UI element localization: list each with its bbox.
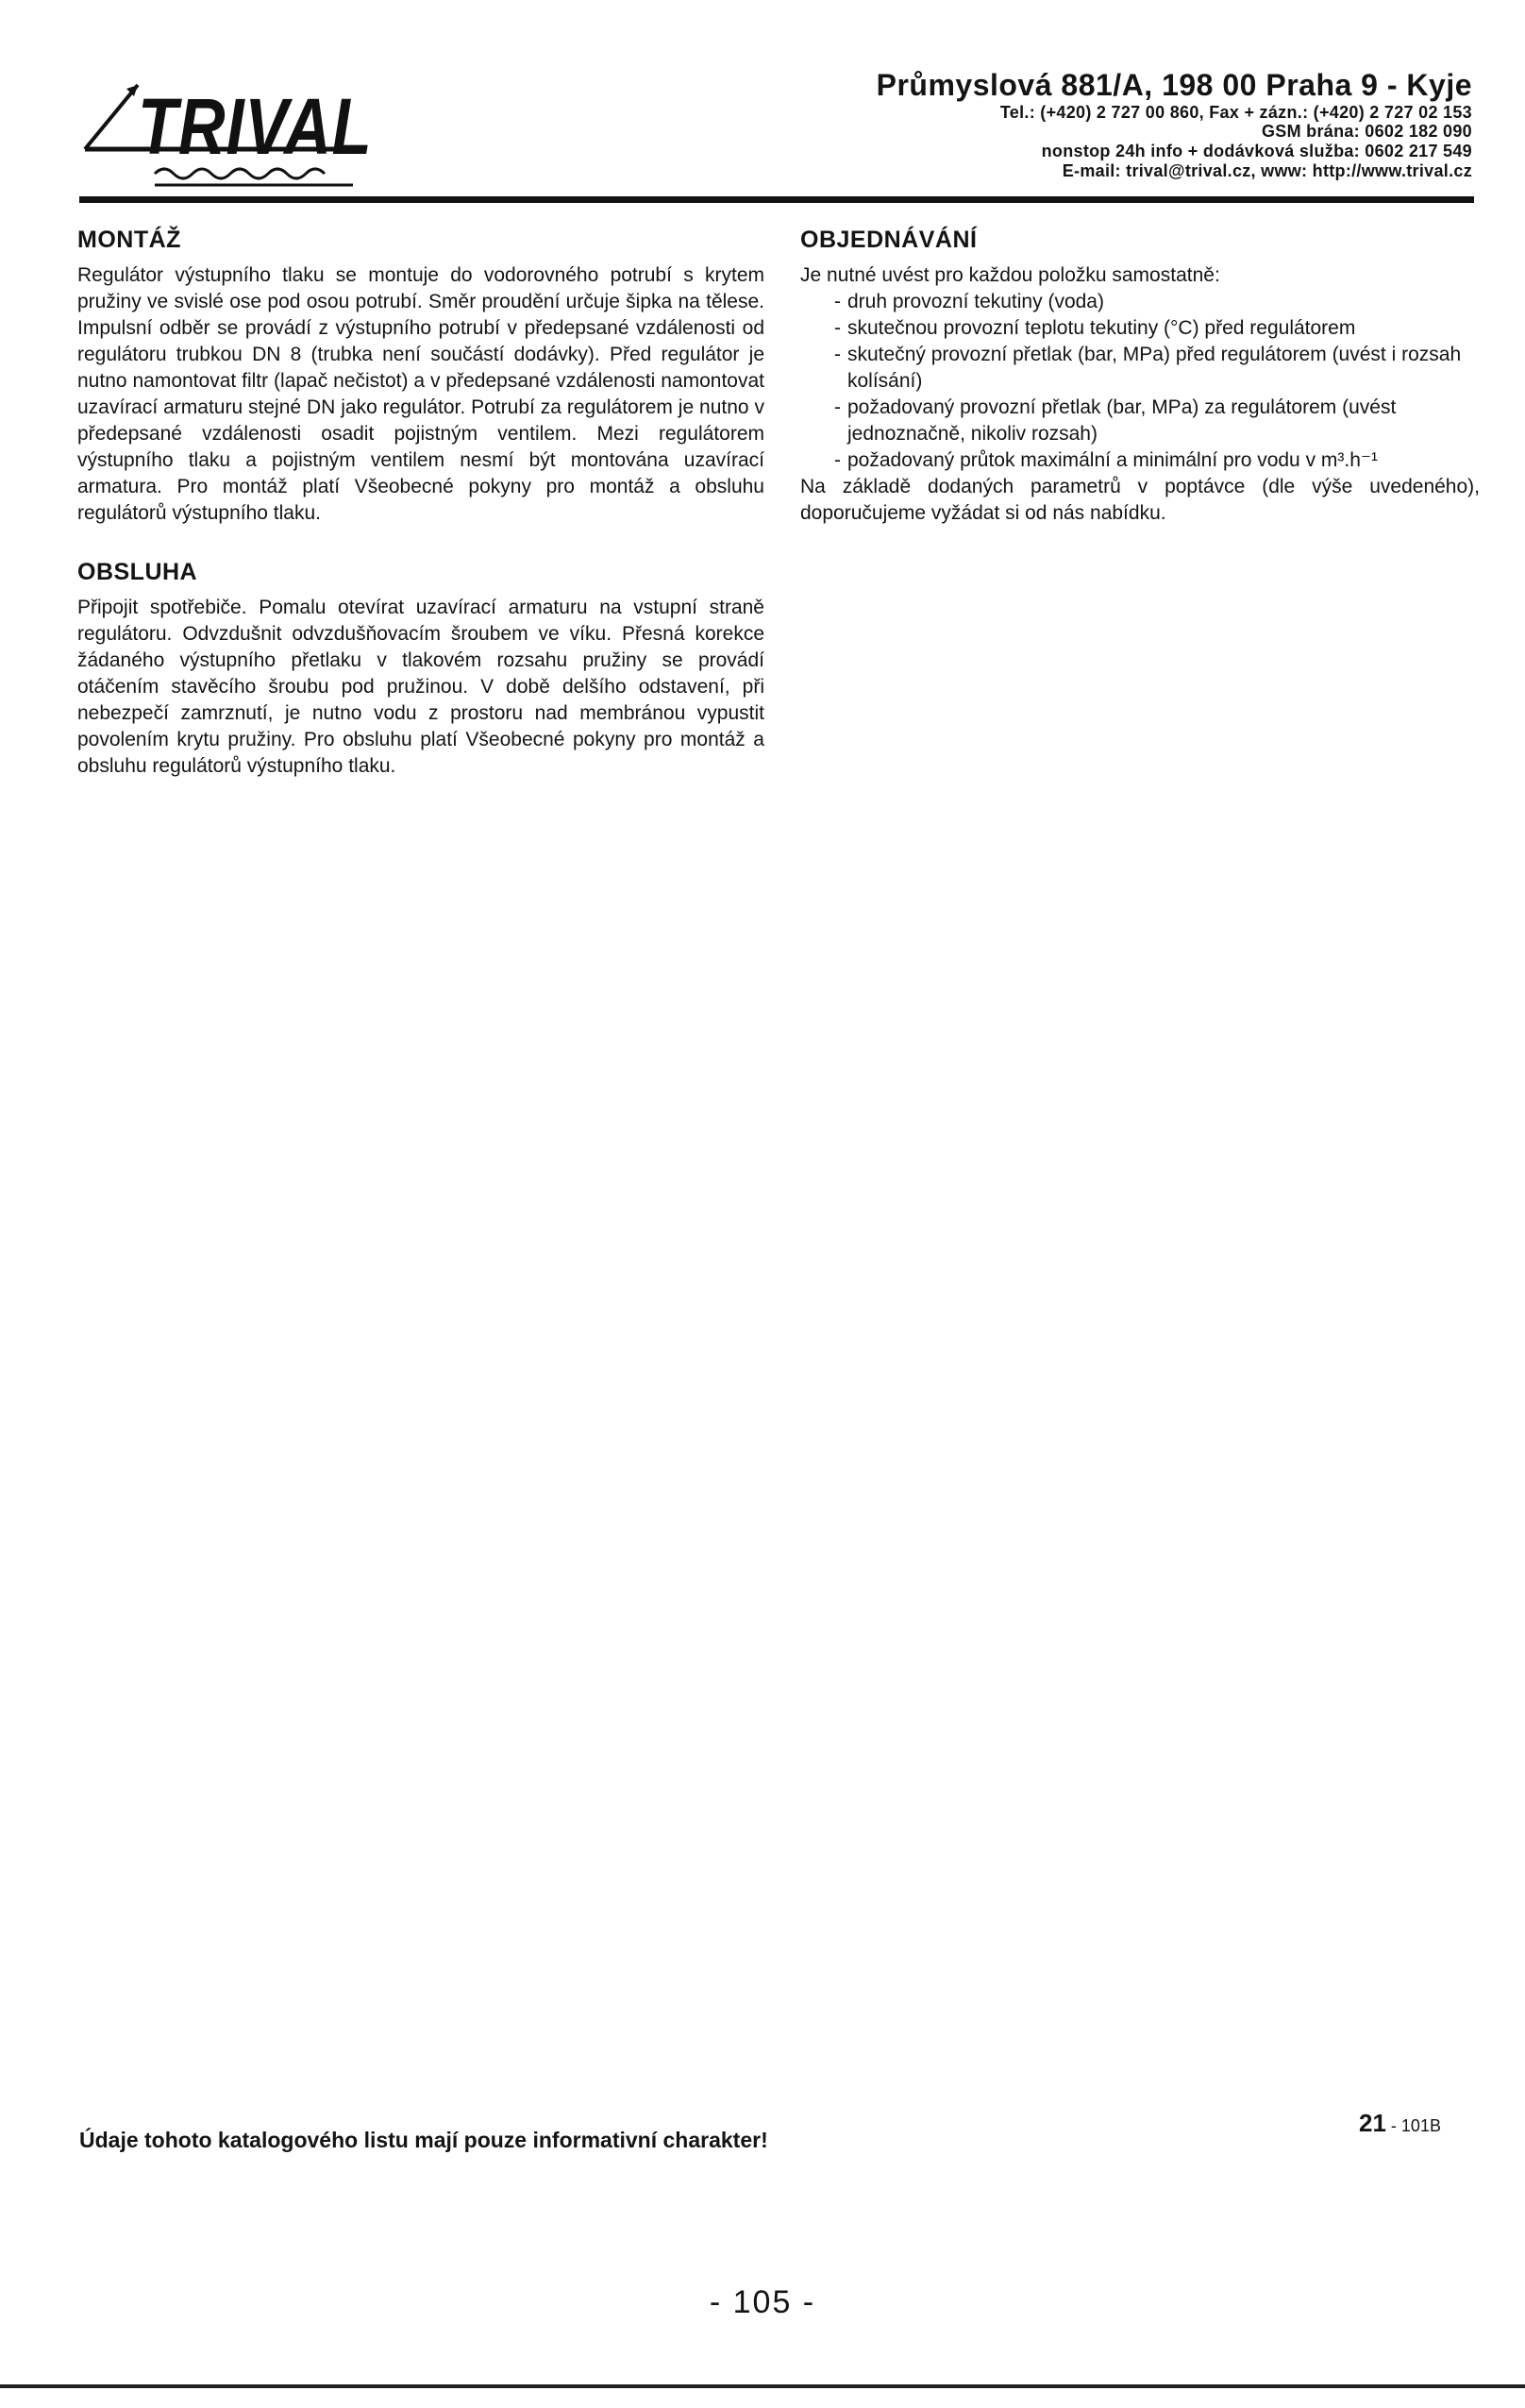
- catalog-main-number: 21: [1359, 2109, 1386, 2137]
- section-spacer: [77, 527, 764, 559]
- catalog-code: [1359, 2109, 1441, 2138]
- right-column: [800, 227, 1480, 527]
- street-address: Průmyslová 881/A, 198 00 Praha 9 - Kyje: [876, 68, 1472, 102]
- logo-text: TRIVAL: [138, 82, 373, 171]
- footer-divider: [0, 2384, 1525, 2388]
- left-column: [77, 227, 764, 780]
- section-obsluha: [77, 559, 764, 780]
- order-requirements-list: [800, 289, 1480, 474]
- list-item: - druh provozní tekutiny (voda): [834, 289, 1480, 315]
- section-montaz: [77, 227, 764, 527]
- disclaimer-note: Údaje tohoto katalogového listu mají pouze informativní charakter!: [79, 2128, 768, 2152]
- objednavani-intro: Je nutné uvést pro každou položku samostatně:: [800, 264, 1220, 286]
- list-item: - požadovaný provozní přetlak (bar, MPa) za regulátorem (uvést jednoznačně, nikoliv rozsah): [834, 395, 1480, 447]
- list-item: - skutečný provozní přetlak (bar, MPa) před regulátorem (uvést i rozsah kolísání): [834, 342, 1480, 395]
- obsluha-text: Připojit spotřebiče. Pomalu otevírat uzavírací armaturu na vstupní straně regulátoru. Odvzdušnit odvzdušňovacím šroubem ve víku. Přesná korekce žádaného výstupního přetlaku v tlakovém rozsahu pružiny se provádí otáčením stavěcího šroubu pod pružinou. V době delšího odstavení, při nebezpečí zamrznutí, je nutno vodu z prostoru nad membránou vypustit povolením krytu pružiny. Pro obsluhu platí Všeobecné pokyny pro montáž a obsluhu regulátorů výstupního tlaku.: [77, 597, 764, 777]
- company-address: [877, 68, 1472, 181]
- phone-fax: Tel.: (+420) 2 727 00 860, Fax + zázn.: (+420) 2 727 02 153: [999, 102, 1472, 122]
- list-item: - skutečnou provozní teplotu tekutiny (°C) před regulátorem: [834, 315, 1480, 342]
- list-item: - požadovaný průtok maximální a minimální pro vodu v m³.h⁻¹: [834, 447, 1480, 474]
- trival-logo: [79, 79, 373, 202]
- page-number: - 105 -: [709, 2284, 816, 2320]
- section-objednavani: [800, 227, 1480, 527]
- nonstop-line: nonstop 24h info + dodávková služba: 0602 217 549: [1041, 142, 1472, 161]
- email-web-line: E-mail: trival@trival.cz, www: http://www.trival.cz: [1062, 160, 1472, 180]
- header-divider: [79, 196, 1474, 203]
- gsm-line: GSM brána: 0602 182 090: [1261, 122, 1472, 142]
- objednavani-heading: OBJEDNÁVÁNÍ: [800, 227, 978, 253]
- obsluha-heading: OBSLUHA: [77, 559, 198, 585]
- montaz-text: Regulátor výstupního tlaku se montuje do vodorovného potrubí s krytem pružiny ve svislé ose pod osou potrubí. Směr proudění určuje šipka na tělese. Impulsní odběr se provádí z výstupního potrubí v předepsané vzdálenosti od regulátoru trubkou DN 8 (trubka není součástí dodávky). Před regulátor je nutno namontovat filtr (lapač nečistot) a v předepsané vzdálenosti namontovat uzavírací armaturu stejné DN jako regulátor. Potrubí za regulátorem je nutno v předepsané vzdálenosti osadit pojistným ventilem. Mezi regulátorem výstupního tlaku a pojistným ventilem nesmí být montována uzavírací armatura. Pro montáž platí Všeobecné pokyny pro montáž a obsluhu regulátorů výstupního tlaku.: [77, 264, 764, 524]
- catalog-sub-number: - 101B: [1385, 2116, 1441, 2135]
- objednavani-outro: Na základě dodaných parametrů v poptávce (dle výše uvedeného), doporučujeme vyžádat si od nás nabídku.: [800, 476, 1480, 524]
- montaz-heading: MONTÁŽ: [77, 227, 181, 253]
